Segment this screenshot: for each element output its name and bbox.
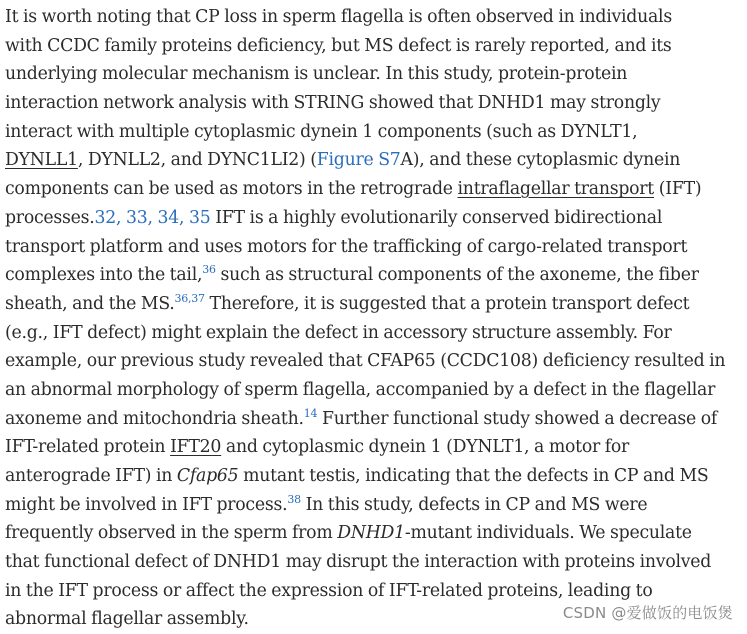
paragraph-line (5, 290, 747, 319)
gene-link-ift20[interactable]: IFT20 (170, 437, 222, 458)
text-segment: A), and these cytoplasmic dynein (400, 150, 681, 171)
paragraph-line: It is worth noting that CP loss in sperm flagella is often observed in individuals (5, 7, 672, 27)
reference-separator: , (115, 207, 126, 228)
paragraph-line: that functional defect of DNHD1 may disrupt the interaction with proteins involved (5, 552, 712, 573)
paragraph-line: in the IFT process or affect the expression of IFT-related proteins, leading to (5, 580, 653, 601)
paragraph-line: underlying molecular mechanism is unclear. In this study, protein-protein (5, 64, 628, 85)
paragraph-line (5, 433, 747, 462)
text-segment: components can be used as motors in the retrograde (5, 179, 458, 200)
text-segment: such as structural components of the axoneme, the fiber (215, 265, 699, 286)
paragraph-line (5, 146, 747, 175)
text-segment: IFT is a highly evolutionarily conserved bidirectional (210, 207, 663, 228)
text-segment: frequently observed in the sperm from (5, 523, 338, 544)
paragraph-line: example, our previous study revealed that CFAP65 (CCDC108) deficiency resulted in (5, 351, 726, 372)
paragraph-line: transport platform and uses motors for the trafficking of cargo-related transport (5, 236, 688, 257)
paragraph-line (5, 491, 747, 520)
text-segment: IFT-related protein (5, 437, 171, 458)
citation-14[interactable]: 14 (303, 406, 318, 420)
text-segment: , DYNLL2, and DYNC1LI2) ( (77, 150, 317, 171)
paragraph-line: with CCDC family proteins deficiency, but MS defect is rarely reported, and its (5, 35, 672, 56)
text-segment: sheath, and the MS. (5, 293, 175, 314)
paragraph-line (5, 405, 747, 434)
text-segment: mutant testis, indicating that the defects in CP and MS (238, 466, 709, 486)
text-segment: complexes into the tail, (5, 265, 203, 286)
article-paragraph (5, 3, 747, 634)
text-segment: Further functional study showed a decrease of (317, 408, 718, 429)
text-segment: Therefore, it is suggested that a protein transport defect (204, 293, 690, 314)
text-segment: In this study, defects in CP and MS were (300, 494, 648, 515)
paragraph-line (5, 175, 747, 204)
citation-36[interactable]: 36 (202, 263, 216, 277)
gene-link-dynll1[interactable]: DYNLL1 (5, 150, 78, 171)
text-segment: and cytoplasmic dynein 1 (DYNLT1, a motor for (221, 437, 630, 458)
paragraph-line: interaction network analysis with STRING showed that DNHD1 may strongly (5, 93, 661, 114)
text-segment: -mutant individuals. We speculate (404, 523, 692, 544)
paragraph-line (5, 462, 747, 491)
paragraph-line (5, 261, 747, 290)
gene-name-italic: Cfap65 (176, 466, 239, 486)
text-segment: axoneme and mitochondria sheath. (5, 408, 304, 429)
citation-38[interactable]: 38 (287, 492, 301, 506)
reference-separator: , (147, 207, 158, 228)
reference-link-33[interactable]: 33 (125, 207, 148, 228)
text-segment: anterograde IFT) in (5, 466, 177, 486)
term-link-intraflagellar-transport[interactable]: intraflagellar transport (457, 179, 655, 200)
reference-link-32[interactable]: 32 (94, 207, 116, 228)
paragraph-line (5, 519, 747, 548)
figure-s7-link[interactable]: Figure S7 (316, 150, 401, 171)
text-segment: (IFT) (654, 179, 702, 200)
paragraph-line: interact with multiple cytoplasmic dynein 1 components (such as DYNLT1, (5, 121, 638, 142)
paragraph-line: (e.g., IFT defect) might explain the defect in accessory structure assembly. For (5, 322, 672, 343)
text-segment: might be involved in IFT process. (5, 494, 288, 515)
text-segment: processes. (5, 207, 95, 228)
citation-36-37[interactable]: 36,37 (174, 291, 205, 305)
gene-name-italic: DNHD1 (337, 523, 405, 544)
paragraph-line: abnormal flagellar assembly. (5, 609, 249, 630)
paragraph-line (5, 204, 747, 233)
csdn-watermark: CSDN @爱做饭的电饭煲 (562, 604, 733, 622)
paragraph-line: an abnormal morphology of sperm flagella, accompanied by a defect in the flagellar (5, 379, 716, 400)
reference-link-35[interactable]: 35 (188, 207, 211, 228)
reference-link-34[interactable]: 34 (157, 207, 179, 228)
reference-separator: , (178, 207, 189, 228)
